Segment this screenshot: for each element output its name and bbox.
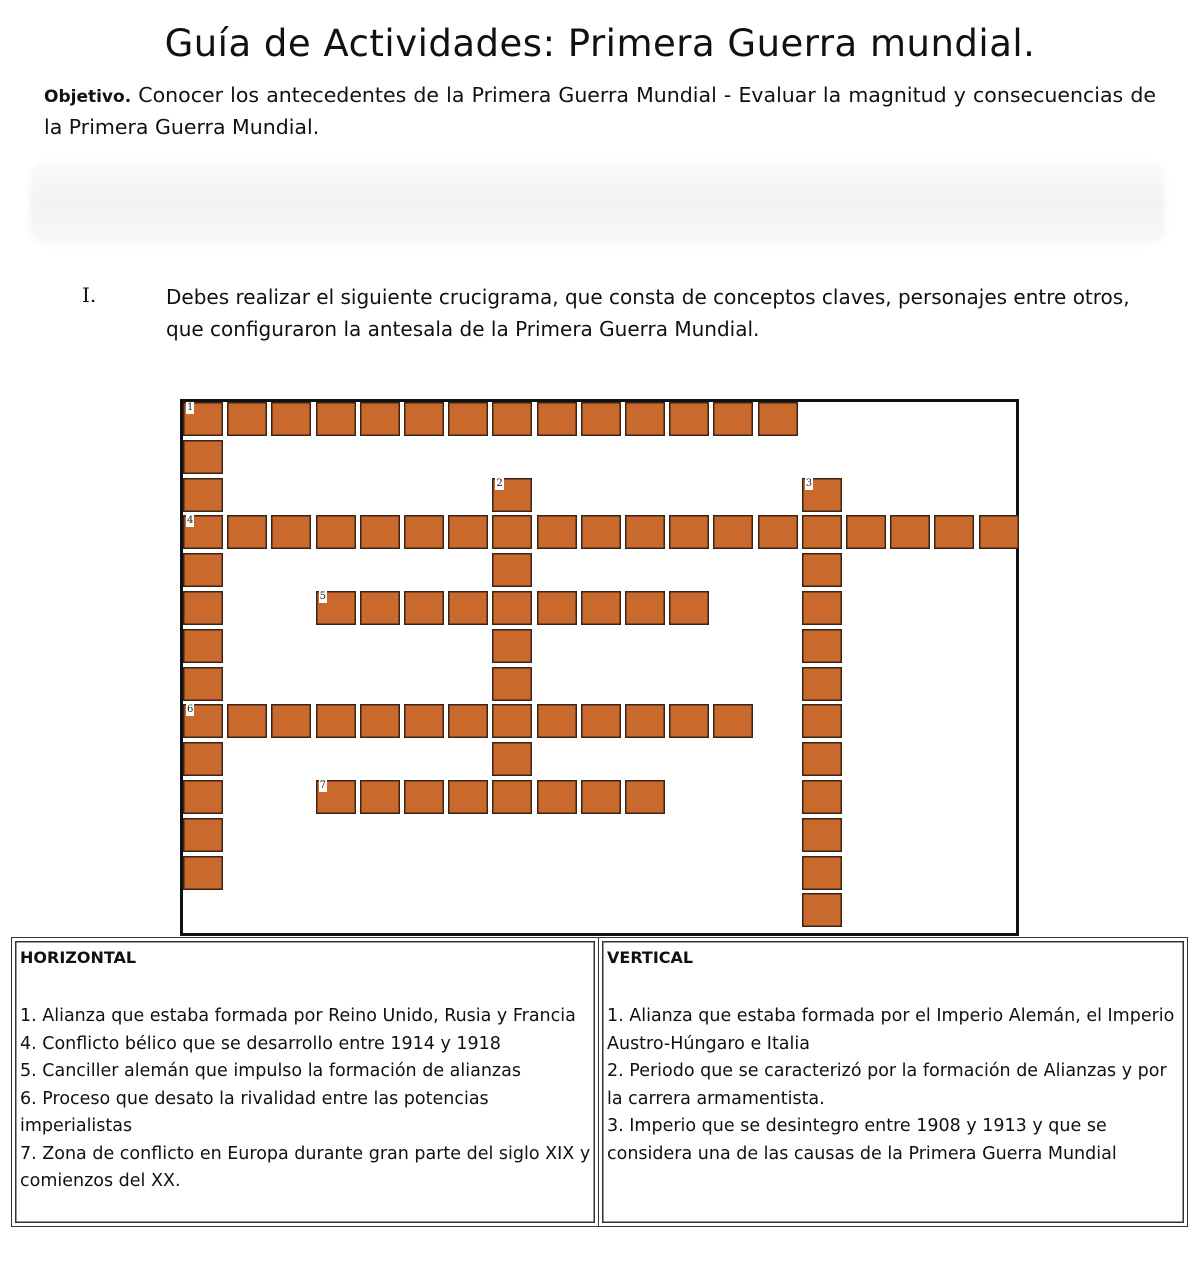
- horizontal-clue: 5. Canciller alemán que impulso la formación de alianzas: [20, 1061, 521, 1081]
- crossword-cell[interactable]: [448, 704, 488, 738]
- objective-text: Conocer los antecedentes de la Primera Guerra Mundial - Evaluar la magnitud y consecuencias de la Primera Guerra Mundial.: [44, 83, 1156, 139]
- horizontal-clue: 6. Proceso que desato la rivalidad entre las potencias imperialistas: [20, 1088, 489, 1136]
- vertical-clue: 2. Periodo que se caracterizó por la formación de Alianzas y por la carrera armamentista.: [607, 1061, 1167, 1109]
- crossword-cell[interactable]: [758, 515, 798, 549]
- crossword-cell[interactable]: [492, 591, 532, 625]
- clue-number: 3: [805, 477, 813, 489]
- crossword-cell[interactable]: [802, 591, 842, 625]
- clue-number: 2: [496, 477, 503, 489]
- crossword-cell[interactable]: [492, 629, 532, 663]
- crossword-cell[interactable]: [625, 591, 665, 625]
- crossword-cell[interactable]: [271, 402, 311, 436]
- crossword-cell[interactable]: [802, 742, 842, 776]
- crossword-cell[interactable]: [537, 515, 577, 549]
- crossword-cell[interactable]: [492, 478, 532, 512]
- crossword-cell[interactable]: [360, 402, 400, 436]
- crossword-cell[interactable]: [183, 553, 223, 587]
- crossword-cell[interactable]: [802, 704, 842, 738]
- objective-paragraph: [44, 80, 1156, 142]
- crossword-cell[interactable]: [404, 780, 444, 814]
- section-number: I.: [82, 283, 97, 307]
- objective-label: Objetivo.: [44, 87, 132, 107]
- crossword-cell[interactable]: [802, 478, 842, 512]
- crossword-cell[interactable]: [492, 553, 532, 587]
- vertical-clues-box: [598, 937, 1188, 1227]
- crossword-cell[interactable]: [183, 440, 223, 474]
- crossword-cell[interactable]: [802, 667, 842, 701]
- crossword-cell[interactable]: [227, 704, 267, 738]
- crossword-cell[interactable]: [537, 780, 577, 814]
- crossword-cell[interactable]: [404, 515, 444, 549]
- crossword-cell[interactable]: [713, 402, 753, 436]
- crossword-cell[interactable]: [581, 704, 621, 738]
- crossword-cell[interactable]: [448, 780, 488, 814]
- crossword-cell[interactable]: [713, 704, 753, 738]
- crossword-cell[interactable]: [581, 402, 621, 436]
- crossword-cell[interactable]: [625, 515, 665, 549]
- crossword-cell[interactable]: [713, 515, 753, 549]
- crossword-cell[interactable]: [625, 402, 665, 436]
- crossword-cell[interactable]: [183, 402, 223, 436]
- crossword-cell[interactable]: [934, 515, 974, 549]
- crossword-cell[interactable]: [316, 515, 356, 549]
- crossword-cell[interactable]: [183, 591, 223, 625]
- clue-number: 4: [187, 515, 194, 527]
- crossword-cell[interactable]: [802, 780, 842, 814]
- crossword-cell[interactable]: [492, 704, 532, 738]
- vertical-clue: 1. Alianza que estaba formada por el Imperio Alemán, el Imperio Austro-Húngaro e Italia: [607, 1006, 1175, 1054]
- crossword-cell[interactable]: [183, 629, 223, 663]
- clue-number: 5: [319, 591, 326, 602]
- crossword-cell[interactable]: [360, 780, 400, 814]
- erased-area: [30, 160, 1165, 245]
- horizontal-clue: 7. Zona de conflicto en Europa durante gran parte del siglo XIX y comienzos del XX.: [20, 1143, 591, 1191]
- crossword-cell[interactable]: [448, 591, 488, 625]
- crossword-cell[interactable]: [890, 515, 930, 549]
- horizontal-clues-list: [20, 1003, 595, 1196]
- crossword-frame: [180, 399, 1019, 936]
- crossword-cell[interactable]: [404, 704, 444, 738]
- crossword-cell[interactable]: [183, 478, 223, 512]
- clue-number: 6: [187, 704, 194, 716]
- crossword-cell[interactable]: [360, 704, 400, 738]
- crossword-cell[interactable]: [802, 893, 842, 927]
- horizontal-clue: 4. Conflicto bélico que se desarrollo entre 1914 y 1918: [20, 1033, 501, 1054]
- crossword-cell[interactable]: [227, 402, 267, 436]
- crossword-cell[interactable]: [802, 856, 842, 890]
- horizontal-clue: 1. Alianza que estaba formada por Reino Unido, Rusia y Francia: [20, 1006, 576, 1026]
- crossword-cell[interactable]: [492, 402, 532, 436]
- crossword-cell[interactable]: [360, 591, 400, 625]
- crossword-cell[interactable]: [669, 591, 709, 625]
- crossword-cell[interactable]: [316, 704, 356, 738]
- crossword-cell[interactable]: [492, 515, 532, 549]
- vertical-clues-heading: VERTICAL: [607, 948, 694, 967]
- crossword-cell[interactable]: [227, 515, 267, 549]
- crossword-cell[interactable]: [183, 515, 223, 549]
- crossword-cell[interactable]: [802, 818, 842, 852]
- crossword-cell[interactable]: [404, 402, 444, 436]
- crossword-cell[interactable]: [581, 780, 621, 814]
- crossword-cell[interactable]: [404, 591, 444, 625]
- crossword-cell[interactable]: [316, 402, 356, 436]
- clue-number: 1: [187, 402, 194, 413]
- horizontal-clues-heading: HORIZONTAL: [20, 948, 137, 967]
- vertical-clue: 3. Imperio que se desintegro entre 1908 y 1913 y que se considera una de las causas de la Primera Guerra Mundial: [607, 1116, 1117, 1164]
- crossword-cell[interactable]: [802, 629, 842, 663]
- crossword-cell[interactable]: [492, 780, 532, 814]
- crossword-cell[interactable]: [271, 515, 311, 549]
- crossword-cell[interactable]: [183, 818, 223, 852]
- crossword-cell[interactable]: [581, 515, 621, 549]
- crossword-cell[interactable]: [183, 667, 223, 701]
- crossword-cell[interactable]: [846, 515, 886, 549]
- horizontal-clues-box: [11, 937, 599, 1227]
- crossword-cell[interactable]: [625, 780, 665, 814]
- crossword-cell[interactable]: [669, 402, 709, 436]
- crossword-cell[interactable]: [183, 704, 223, 738]
- crossword-cell[interactable]: [669, 515, 709, 549]
- crossword-cell[interactable]: [669, 704, 709, 738]
- crossword-cell[interactable]: [537, 704, 577, 738]
- section-instruction: Debes realizar el siguiente crucigrama, que consta de conceptos claves, personajes entre otros, que configuraron la antesala de la Primera Guerra Mundial.: [166, 285, 1130, 341]
- crossword-cell[interactable]: [802, 553, 842, 587]
- crossword-cell[interactable]: [492, 667, 532, 701]
- crossword-cell[interactable]: [183, 742, 223, 776]
- crossword-cell[interactable]: [581, 591, 621, 625]
- crossword-cell[interactable]: [360, 515, 400, 549]
- crossword-cell[interactable]: [758, 402, 798, 436]
- vertical-clues-list: [607, 1003, 1182, 1168]
- page-title: Guía de Actividades: Primera Guerra mundial.: [164, 22, 1036, 65]
- crossword-cell[interactable]: [448, 515, 488, 549]
- crossword-cell[interactable]: [802, 515, 842, 549]
- crossword-cell[interactable]: [625, 704, 665, 738]
- crossword-cell[interactable]: [316, 780, 356, 814]
- crossword-cell[interactable]: [537, 591, 577, 625]
- crossword-cell[interactable]: [979, 515, 1019, 549]
- crossword-cell[interactable]: [271, 704, 311, 738]
- crossword-cell[interactable]: [448, 402, 488, 436]
- crossword-cell[interactable]: [492, 742, 532, 776]
- crossword-cell[interactable]: [183, 856, 223, 890]
- crossword-cell[interactable]: [316, 591, 356, 625]
- crossword-cell[interactable]: [183, 780, 223, 814]
- clue-number: 7: [319, 780, 326, 791]
- crossword-cell[interactable]: [537, 402, 577, 436]
